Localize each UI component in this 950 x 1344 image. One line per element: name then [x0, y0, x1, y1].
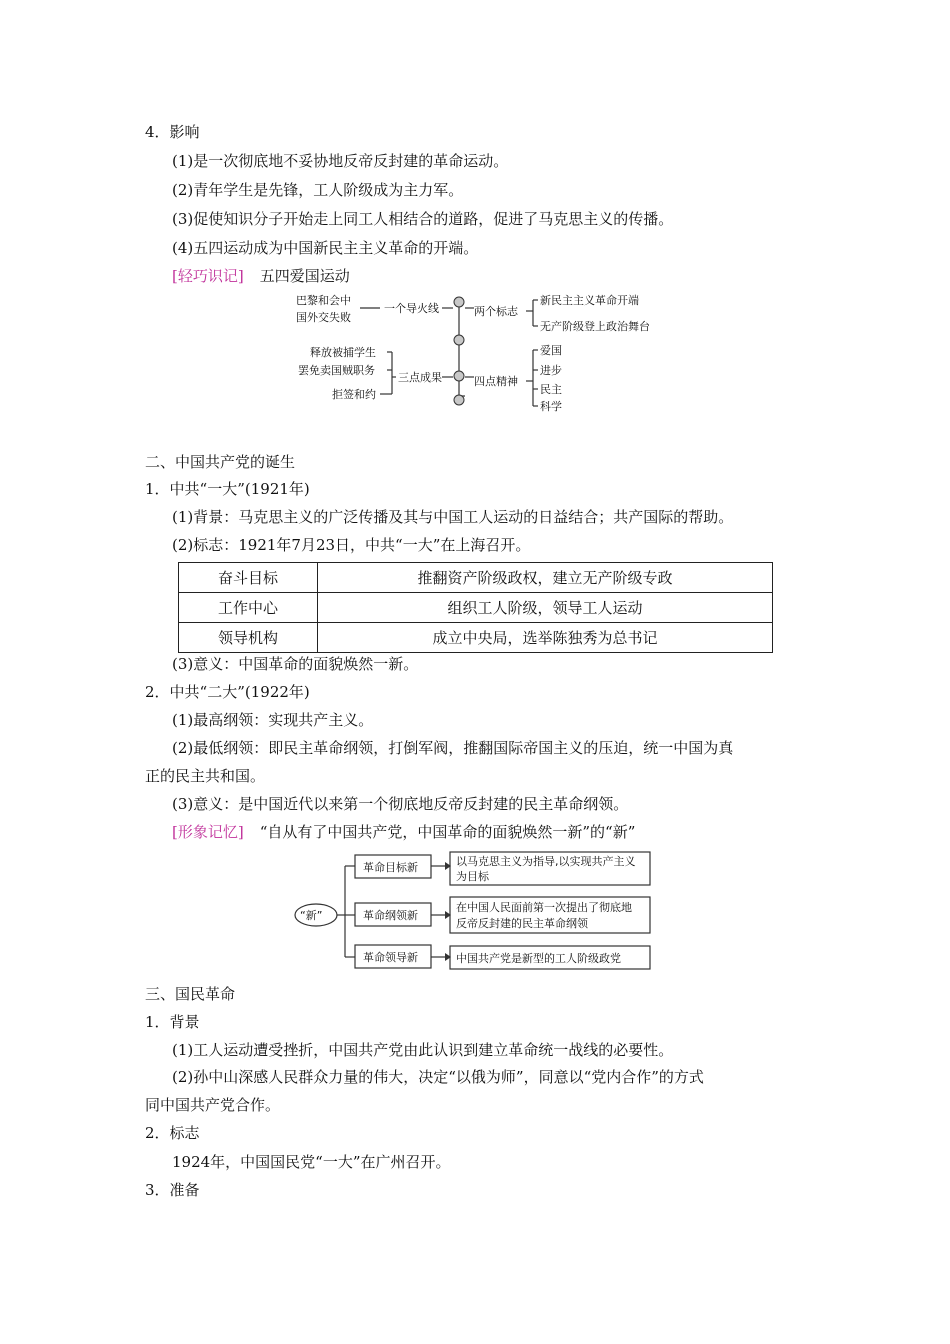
influence-item-3: (3)促使知识分子开始走上同工人相结合的道路，促进了马克思主义的传播。 [172, 210, 674, 228]
second-congress-item-2a: (2)最低纲领：即民主革命纲领，打倒军阀，推翻国际帝国主义的压迫，统一中国为真 [172, 739, 734, 757]
diagram2-desc-1b: 为目标 [456, 870, 489, 883]
diagram1-left-top-1: 巴黎和会中 [296, 294, 351, 307]
diagram1-left-item-3: 拒签和约 [332, 388, 376, 401]
first-congress-sign: (2)标志：1921年7月23日，中共“一大”在上海召开。 [172, 536, 531, 554]
diagram2-desc-1a: 以马克思主义为指导,以实现共产主义 [456, 855, 636, 868]
diagram2-center: “新” [300, 909, 323, 922]
diagram1-left-item-1: 释放被捕学生 [310, 346, 376, 359]
diagram1-signs: 两个标志 [474, 305, 518, 318]
influence-item-1: (1)是一次彻底地不妥协地反帝反封建的革命运动。 [172, 152, 509, 170]
tip-title: “自从有了中国共产党，中国革命的面貌焕然一新”的“新” [259, 823, 636, 841]
diagram1-spirit: 四点精神 [474, 375, 518, 388]
new-diagram [290, 850, 665, 975]
subheading-sign: 2．标志 [145, 1124, 200, 1142]
sign-text: 1924年，中国国民党“一大”在广州召开。 [172, 1153, 451, 1171]
background-item-2a: (2)孙中山深感人民群众力量的伟大，决定“以俄为师”，同意以“党内合作”的方式 [172, 1068, 704, 1086]
tip-title: 五四爱国运动 [259, 267, 350, 285]
section-heading-cpc-founding: 二、中国共产党的诞生 [145, 453, 296, 471]
diagram2-desc-2a: 在中国人民面前第一次提出了彻底地 [456, 901, 632, 914]
diagram2-desc-2b: 反帝反封建的民主革命纲领 [456, 917, 588, 930]
subheading-second-congress: 2．中共“二大”(1922年) [145, 683, 310, 701]
diagram1-spirit-item-2: 进步 [540, 364, 562, 377]
second-congress-item-2b: 正的民主共和国。 [145, 767, 266, 785]
may-fourth-diagram [290, 290, 670, 415]
second-congress-item-1: (1)最高纲领：实现共产主义。 [172, 711, 374, 729]
background-item-2b: 同中国共产党合作。 [145, 1096, 281, 1114]
diagram1-fuse: 一个导火线 [384, 302, 439, 315]
table-row [179, 593, 773, 623]
first-congress-table [178, 562, 773, 653]
first-congress-background: (1)背景：马克思主义的广泛传播及其与中国工人运动的日益结合；共产国际的帮助。 [172, 508, 734, 526]
diagram1-results: 三点成果 [398, 371, 442, 384]
diagram1-left-item-2: 罢免卖国贼职务 [298, 364, 375, 377]
diagram1-spirit-item-4: 科学 [540, 400, 562, 413]
memory-tip-1 [172, 266, 350, 286]
section-heading-influence: 4．影响 [145, 123, 200, 141]
section-heading-national-revolution: 三、国民革命 [145, 985, 236, 1003]
first-congress-meaning: (3)意义：中国革命的面貌焕然一新。 [172, 655, 419, 673]
diagram1-spirit-item-1: 爱国 [540, 344, 562, 357]
tip-tag: [形象记忆] [172, 823, 244, 841]
tip-tag: [轻巧识记] [172, 267, 244, 285]
influence-item-4: (4)五四运动成为中国新民主主义革命的开端。 [172, 239, 479, 257]
memory-tip-2 [172, 822, 635, 842]
table-key: 奋斗目标 [179, 563, 318, 593]
subheading-first-congress: 1．中共“一大”(1921年) [145, 480, 310, 498]
table-key: 领导机构 [179, 623, 318, 653]
diagram1-sign-item-1: 新民主主义革命开端 [540, 294, 639, 307]
background-item-1: (1)工人运动遭受挫折，中国共产党由此认识到建立革命统一战线的必要性。 [172, 1041, 674, 1059]
table-key: 工作中心 [179, 593, 318, 623]
diagram2-label-3: 革命领导新 [363, 951, 418, 964]
table-value: 成立中央局，选举陈独秀为总书记 [318, 623, 773, 653]
diagram2-label-2: 革命纲领新 [363, 909, 418, 922]
second-congress-item-3: (3)意义：是中国近代以来第一个彻底地反帝反封建的民主革命纲领。 [172, 795, 629, 813]
table-value: 推翻资产阶级政权，建立无产阶级专政 [318, 563, 773, 593]
table-value: 组织工人阶级，领导工人运动 [318, 593, 773, 623]
table-row [179, 563, 773, 593]
diagram1-spirit-item-3: 民主 [540, 383, 562, 396]
diagram1-sign-item-2: 无产阶级登上政治舞台 [540, 320, 650, 333]
subheading-preparation: 3．准备 [145, 1181, 200, 1199]
diagram2-desc-3: 中国共产党是新型的工人阶级政党 [456, 952, 621, 965]
subheading-background: 1．背景 [145, 1013, 200, 1031]
diagram1-left-top-2: 国外交失败 [296, 311, 351, 324]
diagram2-label-1: 革命目标新 [363, 861, 418, 874]
table-row [179, 623, 773, 653]
influence-item-2: (2)青年学生是先锋，工人阶级成为主力军。 [172, 181, 464, 199]
